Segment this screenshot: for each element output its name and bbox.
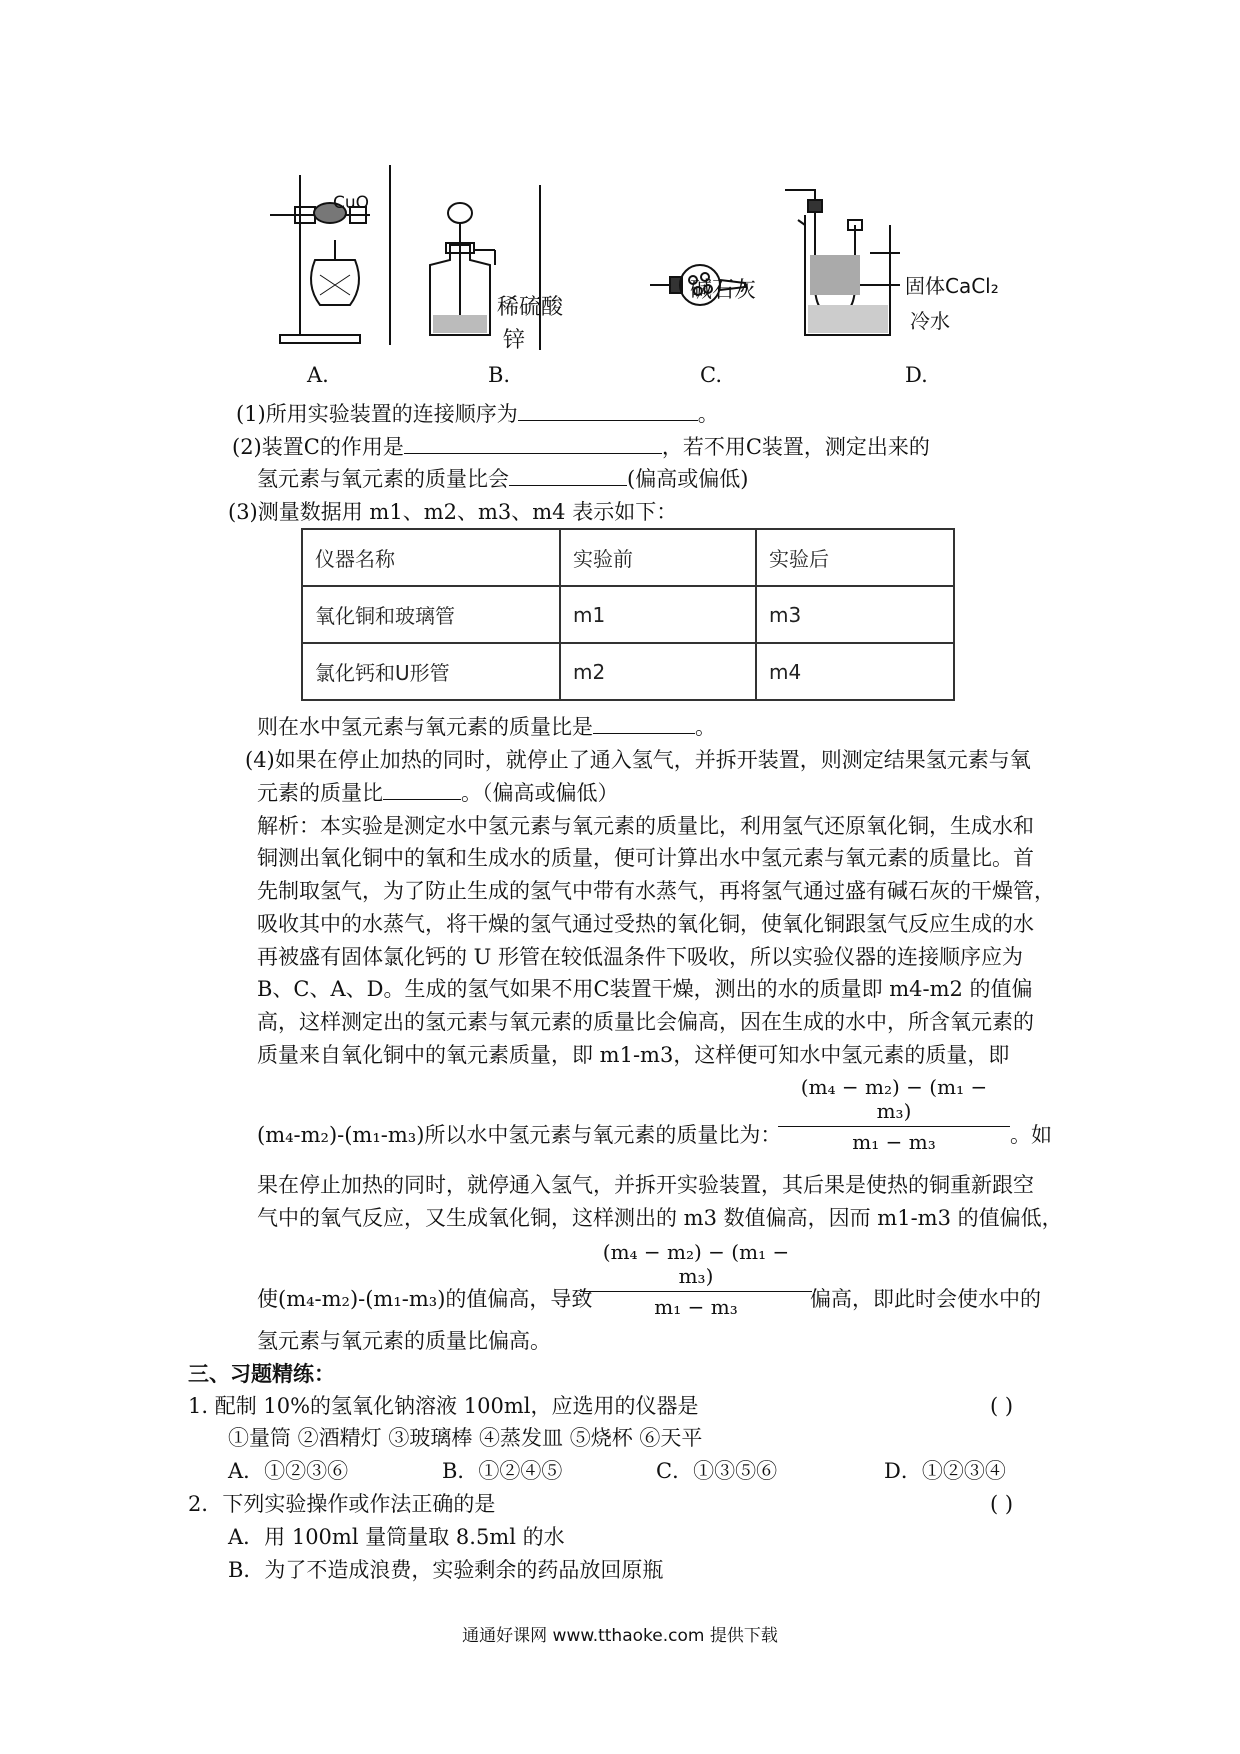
table-cell: 氯化钙和U形管: [302, 643, 560, 700]
table-row: [302, 643, 954, 700]
soda-lime-label: 碱石灰: [690, 278, 757, 303]
mass-ratio-formula-2: $\frac{\text{(m₄ − m₂) − (m₁ − m₃)}}{\text{m₁ − m₃}}$: [580, 1240, 812, 1319]
exercise-2-stem: 2．下列实验操作或作法正确的是: [188, 1492, 496, 1516]
question-3-conclusion: 则在水中氢元素与氧元素的质量比是 。: [257, 715, 716, 739]
table-header-row: [302, 529, 954, 586]
figure-label-a: A.: [307, 363, 329, 387]
exercise-2-answer-paren[interactable]: ( ): [990, 1492, 1014, 1516]
question-2-line-2: 氢元素与氧元素的质量比会 (偏高或偏低): [257, 467, 749, 491]
table-header-cell: 仪器名称: [302, 529, 560, 586]
analysis-line: B、C、A、D。生成的氢气如果不用C装置干燥，测出的水的质量即 m4-m2 的值偏: [257, 977, 1033, 1001]
analysis-line: 使(m₄-m₂)-(m₁-m₃)的值偏高，导致: [257, 1287, 593, 1311]
apparatus-d-drawing: [785, 190, 900, 335]
table-header-cell: 实验前: [560, 529, 756, 586]
exercise-1-option-d[interactable]: D．①②③④: [884, 1459, 1006, 1483]
exercise-1-option-b[interactable]: B．①②④⑤: [442, 1459, 563, 1483]
figure-label-c: C.: [700, 363, 722, 387]
exercise-1-items: ①量筒 ②酒精灯 ③玻璃棒 ④蒸发皿 ⑤烧杯 ⑥天平: [228, 1426, 703, 1450]
question-3: (3)测量数据用 m1、m2、m3、m4 表示如下：: [228, 500, 678, 524]
table-cell: m1: [560, 586, 756, 643]
question-4-line-2: 元素的质量比 。（偏高或偏低）: [257, 781, 619, 805]
exercises-heading: 三、习题精练：: [188, 1361, 335, 1386]
analysis-line: 质量来自氧化铜中的氧元素质量，即 m1-m3，这样便可知水中氢元素的质量，即: [257, 1043, 1010, 1067]
exercise-2-option-b[interactable]: B．为了不造成浪费，实验剩余的药品放回原瓶: [228, 1558, 664, 1582]
zinc-label: 锌: [503, 328, 526, 353]
exercise-2-option-a[interactable]: A．用 100ml 量筒量取 8.5ml 的水: [228, 1525, 565, 1549]
analysis-line: 偏高，即此时会使水中的: [810, 1287, 1041, 1311]
calcium-chloride-label: 固体CaCl₂: [905, 274, 999, 298]
analysis-line: 吸收其中的水蒸气，将干燥的氢气通过受热的氧化铜，使氧化铜跟氢气反应生成的水: [257, 912, 1034, 936]
table-cell: m2: [560, 643, 756, 700]
table-row: [302, 586, 954, 643]
exercise-1-option-c[interactable]: C．①③⑤⑥: [656, 1459, 778, 1483]
exercise-1-answer-paren[interactable]: ( ): [990, 1394, 1014, 1418]
analysis-line: 铜测出氧化铜中的氧和生成水的质量，便可计算出水中氢元素与氧元素的质量比。首: [257, 846, 1034, 870]
analysis-line: 先制取氢气，为了防止生成的氢气中带有水蒸气，再将氢气通过盛有碱石灰的干燥管，: [257, 879, 1055, 903]
question-4-line-1: (4)如果在停止加热的同时，就停止了通入氢气，并拆开装置，则测定结果氢元素与氧: [245, 748, 1031, 772]
question-2-line-1: (2)装置C的作用是 ，若不用C装置，测定出来的: [232, 435, 930, 459]
table-cell: 氧化铜和玻璃管: [302, 586, 560, 643]
answer-blank[interactable]: [509, 465, 627, 486]
exercise-1-option-a[interactable]: A．①②③⑥: [228, 1459, 349, 1483]
answer-blank[interactable]: [593, 713, 695, 734]
mass-ratio-formula: $\frac{\text{(m₄ − m₂) − (m₁ − m₃)}}{\text{m₁ − m₃}}$: [778, 1075, 1010, 1154]
table-cell: m4: [756, 643, 954, 700]
cold-water-label: 冷水: [910, 309, 950, 333]
apparatus-a-drawing: [270, 165, 390, 345]
analysis-line: 再被盛有固体氯化钙的 U 形管在较低温条件下吸收，所以实验仪器的连接顺序应为: [257, 945, 1024, 969]
analysis-line: (m₄-m₂)-(m₁-m₃)所以水中氢元素与氧元素的质量比为：: [257, 1123, 782, 1147]
answer-blank[interactable]: [404, 433, 662, 454]
figure-label-b: B.: [488, 363, 511, 387]
answer-blank[interactable]: [518, 400, 698, 421]
analysis-line: 解析：本实验是测定水中氢元素与氧元素的质量比，利用氢气还原氧化铜，生成水和: [257, 814, 1034, 838]
analysis-line-end: 。如: [1010, 1123, 1052, 1147]
analysis-line: 高，这样测定出的氢元素与氧元素的质量比会偏高，因在生成的水中，所含氧元素的: [257, 1010, 1034, 1034]
answer-blank[interactable]: [383, 779, 461, 800]
analysis-line: 果在停止加热的同时，就停通入氢气，并拆开实验装置，其后果是使热的铜重新跟空: [257, 1173, 1034, 1197]
table-cell: m3: [756, 586, 954, 643]
analysis-line: 气中的氧气反应，又生成氧化铜，这样测出的 m3 数值偏高，因而 m1-m3 的值偏低，: [257, 1206, 1063, 1230]
dilute-sulfuric-acid-label: 稀硫酸: [497, 295, 564, 320]
measurement-table: [301, 528, 955, 701]
cuo-label: CuO: [333, 193, 370, 213]
question-1: (1)所用实验装置的连接顺序为 。: [236, 402, 719, 426]
exercise-1-stem: 1. 配制 10%的氢氧化钠溶液 100ml，应选用的仪器是: [188, 1394, 699, 1418]
figure-label-d: D.: [905, 363, 928, 387]
table-header-cell: 实验后: [756, 529, 954, 586]
page-footer: 通通好课网 www.tthaoke.com 提供下载: [462, 1626, 778, 1646]
analysis-line: 氢元素与氧元素的质量比偏高。: [257, 1329, 551, 1353]
